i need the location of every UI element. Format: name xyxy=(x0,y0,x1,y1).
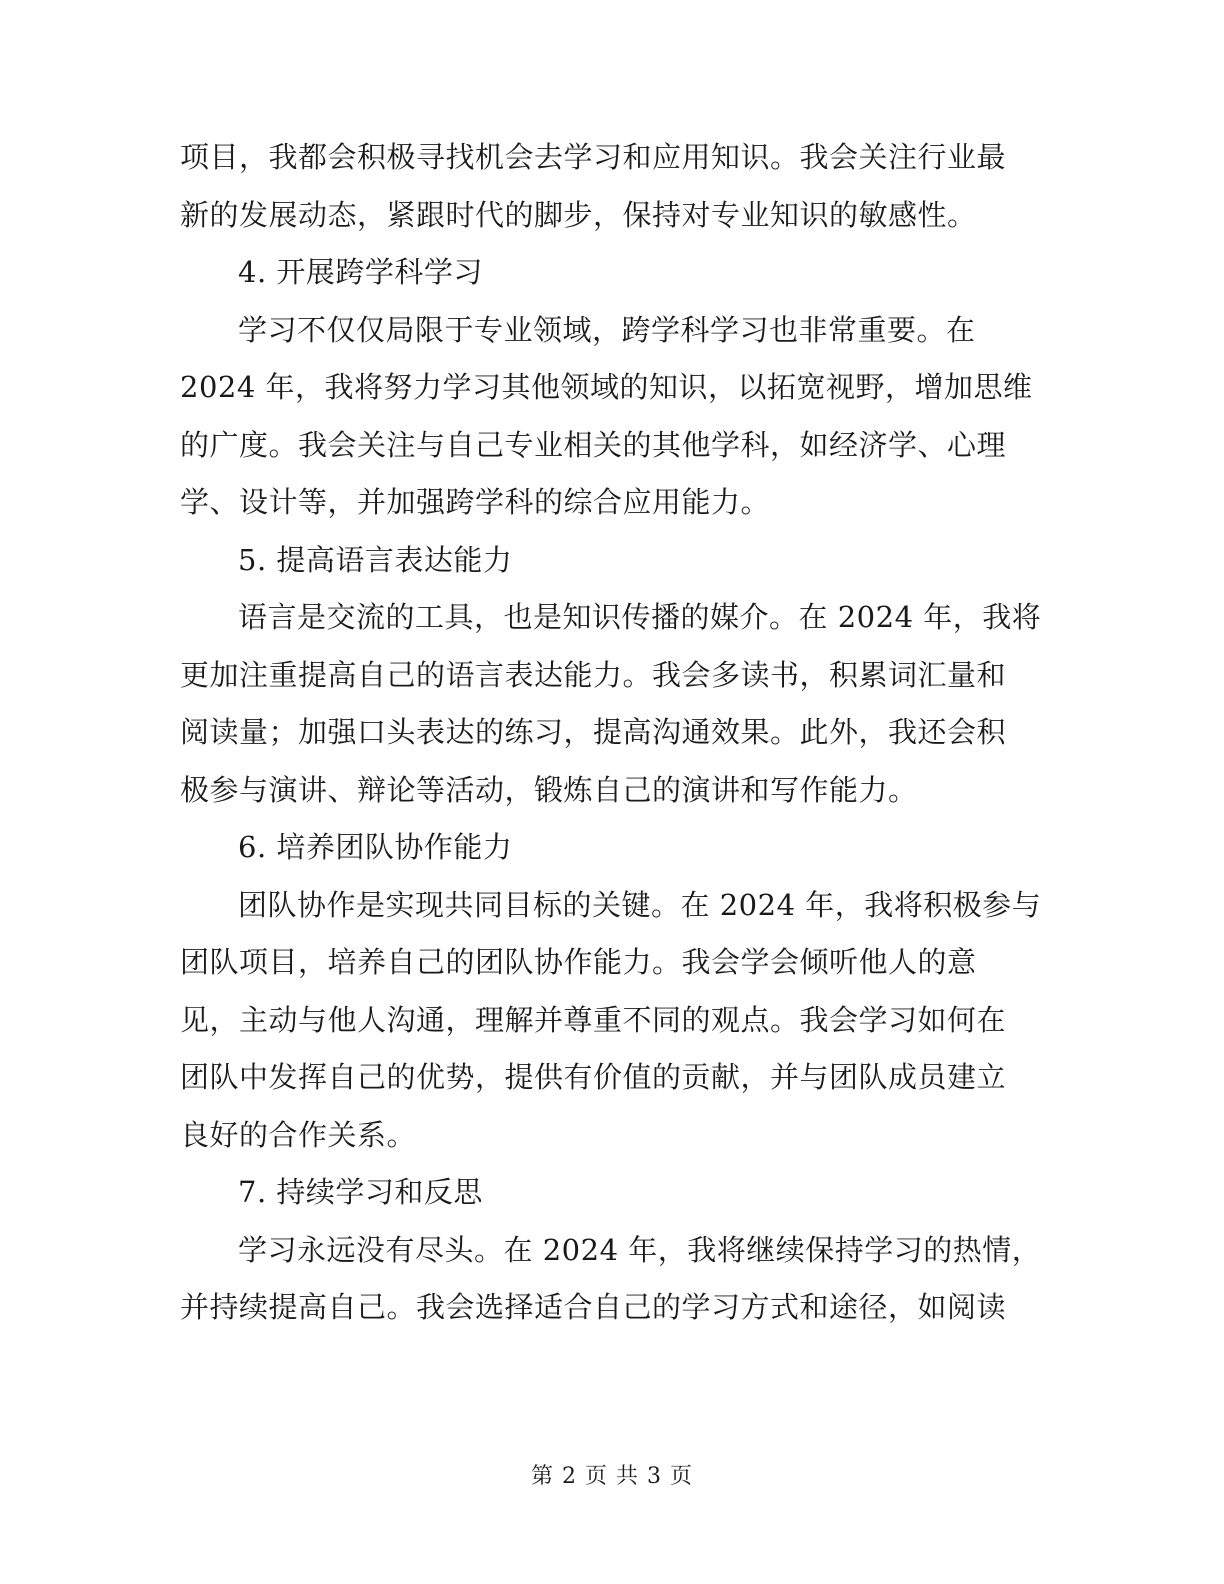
footer-total-label: 共 xyxy=(616,1464,640,1489)
body-text-line: 团队项目，培养自己的团队协作能力。我会学会倾听他人的意 xyxy=(180,945,977,979)
body-text-line: 学、设计等，并加强跨学科的综合应用能力。 xyxy=(180,485,771,519)
body-text-line: 2024 年，我将努力学习其他领域的知识，以拓宽视野，增加思维 xyxy=(180,370,1033,404)
body-text-line: 并持续提高自己。我会选择适合自己的学习方式和途径，如阅读 xyxy=(180,1290,1007,1324)
page-footer xyxy=(0,1462,1224,1492)
section-heading: 4. 开展跨学科学习 xyxy=(238,255,483,289)
body-text-line: 更加注重提高自己的语言表达能力。我会多读书，积累词汇量和 xyxy=(180,658,1007,692)
body-text-line: 见，主动与他人沟通，理解并尊重不同的观点。我会学习如何在 xyxy=(180,1003,1007,1037)
body-text-line: 阅读量；加强口头表达的练习，提高沟通效果。此外，我还会积 xyxy=(180,715,1007,749)
section-heading: 5. 提高语言表达能力 xyxy=(238,543,513,577)
footer-page-unit: 页 xyxy=(584,1464,608,1489)
body-text-line: 的广度。我会关注与自己专业相关的其他学科，如经济学、心理 xyxy=(180,428,1007,462)
body-text-line: 团队中发挥自己的优势，提供有价值的贡献，并与团队成员建立 xyxy=(180,1060,1007,1094)
section-heading: 6. 培养团队协作能力 xyxy=(238,830,513,864)
paragraph-first-line: 学习永远没有尽头。在 2024 年，我将继续保持学习的热情， xyxy=(238,1233,1042,1267)
body-text-line: 新的发展动态，紧跟时代的脚步，保持对专业知识的敏感性。 xyxy=(180,198,977,232)
paragraph-first-line: 学习不仅仅局限于专业领域，跨学科学习也非常重要。在 xyxy=(238,313,976,347)
footer-page-prefix: 第 xyxy=(530,1464,554,1489)
footer-total-unit: 页 xyxy=(670,1464,694,1489)
paragraph-first-line: 团队协作是实现共同目标的关键。在 2024 年，我将积极参与 xyxy=(238,888,1042,922)
section-heading: 7. 持续学习和反思 xyxy=(238,1175,483,1209)
body-text-line: 良好的合作关系。 xyxy=(180,1118,417,1152)
footer-total-pages: 3 xyxy=(647,1464,663,1489)
body-text-line: 极参与演讲、辩论等活动，锻炼自己的演讲和写作能力。 xyxy=(180,773,918,807)
paragraph-first-line: 语言是交流的工具，也是知识传播的媒介。在 2024 年，我将 xyxy=(238,600,1042,634)
footer-current-page: 2 xyxy=(561,1464,577,1489)
body-text-line: 项目，我都会积极寻找机会去学习和应用知识。我会关注行业最 xyxy=(180,140,1007,174)
